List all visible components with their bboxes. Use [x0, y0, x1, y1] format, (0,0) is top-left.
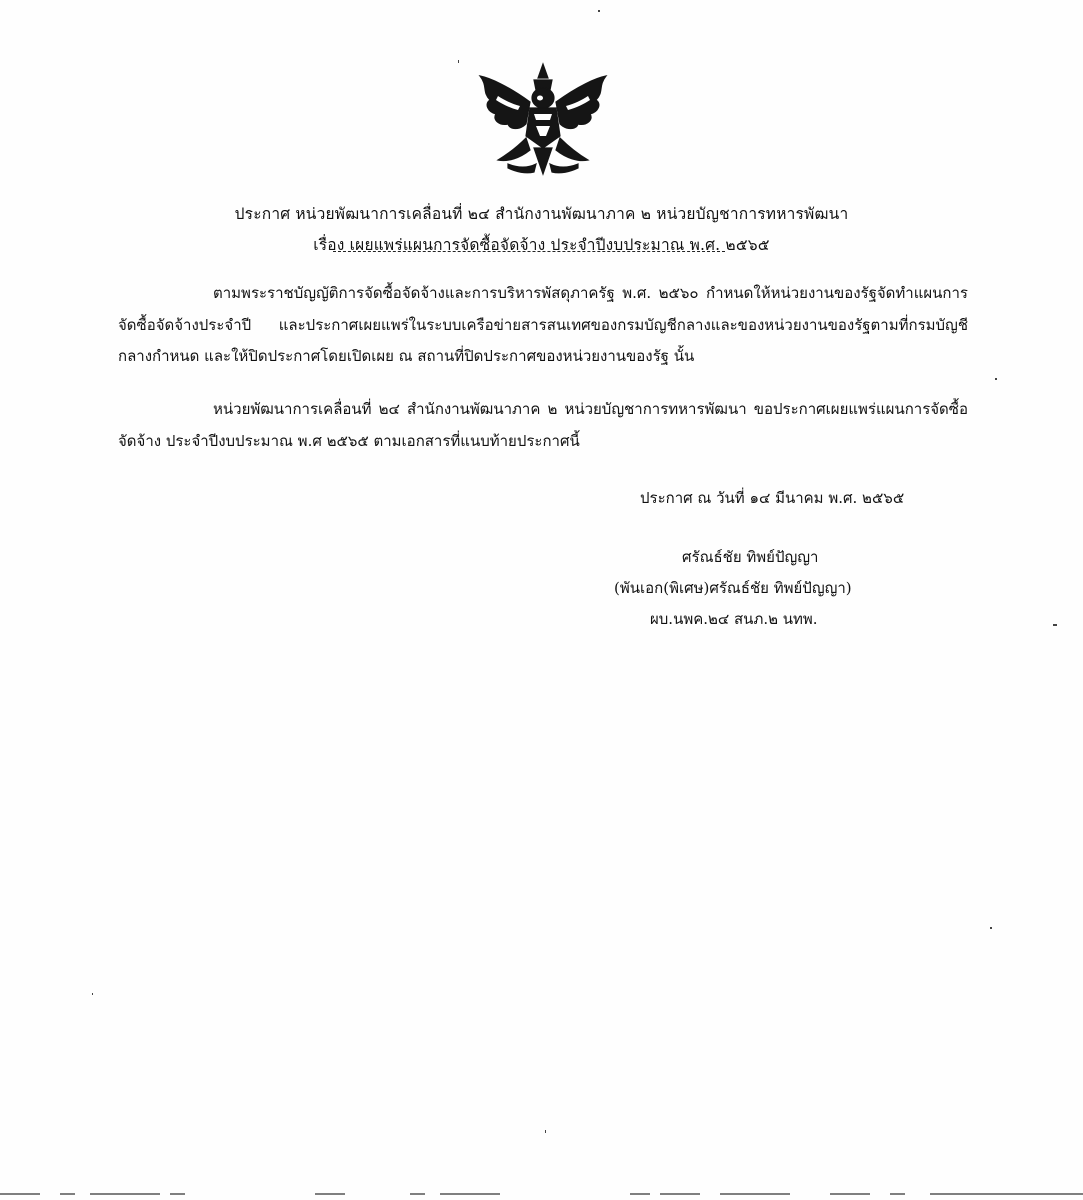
- scan-speck: [458, 60, 459, 63]
- signatory-position: ผบ.นพค.๒๔ สนภ.๒ นทพ.: [650, 610, 818, 628]
- signature-name: ศรัณธ์ชัย ทิพย์ปัญญา: [682, 548, 819, 566]
- scan-speck: [545, 1130, 546, 1133]
- scan-edge-marks: [0, 1190, 1083, 1198]
- body-paragraph-1: ตามพระราชบัญญัติการจัดซื้อจัดจ้างและการบริหารพัสดุภาครัฐ พ.ศ. ๒๕๖๐ กำหนดให้หน่วยงานของรัฐจัดทำแผนการจัดซื้อจัดจ้างประจำปี และประกาศเผยแพร่ในระบบเครือข่ายสารสนเทศของกรมบัญชีกลางและของหน่วยงานของรัฐตามที่กรมบัญชีกลางกำหนด และให้ปิดประกาศโดยเปิดเผย ณ สถานที่ปิดประกาศของหน่วยงานของรัฐ นั้น: [118, 284, 968, 365]
- scan-speck: [1053, 624, 1057, 626]
- announcement-subject: เรื่อง เผยแพร่แผนการจัดซื้อจัดจ้าง ประจำปีงบประมาณ พ.ศ. ๒๕๖๕: [313, 236, 770, 254]
- announcement-heading: ประกาศ หน่วยพัฒนาการเคลื่อนที่ ๒๔ สำนักงานพัฒนาภาค ๒ หน่วยบัญชาการทหารพัฒนา: [234, 205, 849, 223]
- scan-speck: [995, 378, 997, 380]
- scan-speck: [990, 927, 992, 929]
- scan-speck: [598, 10, 600, 12]
- body-paragraph-2: หน่วยพัฒนาการเคลื่อนที่ ๒๔ สำนักงานพัฒนาภาค ๒ หน่วยบัญชาการทหารพัฒนา ขอประกาศเผยแพร่แผนการจัดซื้อจัดจ้าง ประจำปีงบประมาณ พ.ศ ๒๕๖๕ ตามเอกสารที่แนบท้ายประกาศนี้: [118, 400, 968, 450]
- signatory-rank-name: (พันเอก(พิเศษ)ศรัณธ์ชัย ทิพย์ปัญญา): [614, 579, 852, 597]
- announcement-date: ประกาศ ณ วันที่ ๑๔ มีนาคม พ.ศ. ๒๕๖๕: [640, 489, 905, 507]
- garuda-emblem-icon: [468, 56, 618, 181]
- scan-speck: [92, 993, 93, 995]
- heading-divider: [333, 251, 725, 256]
